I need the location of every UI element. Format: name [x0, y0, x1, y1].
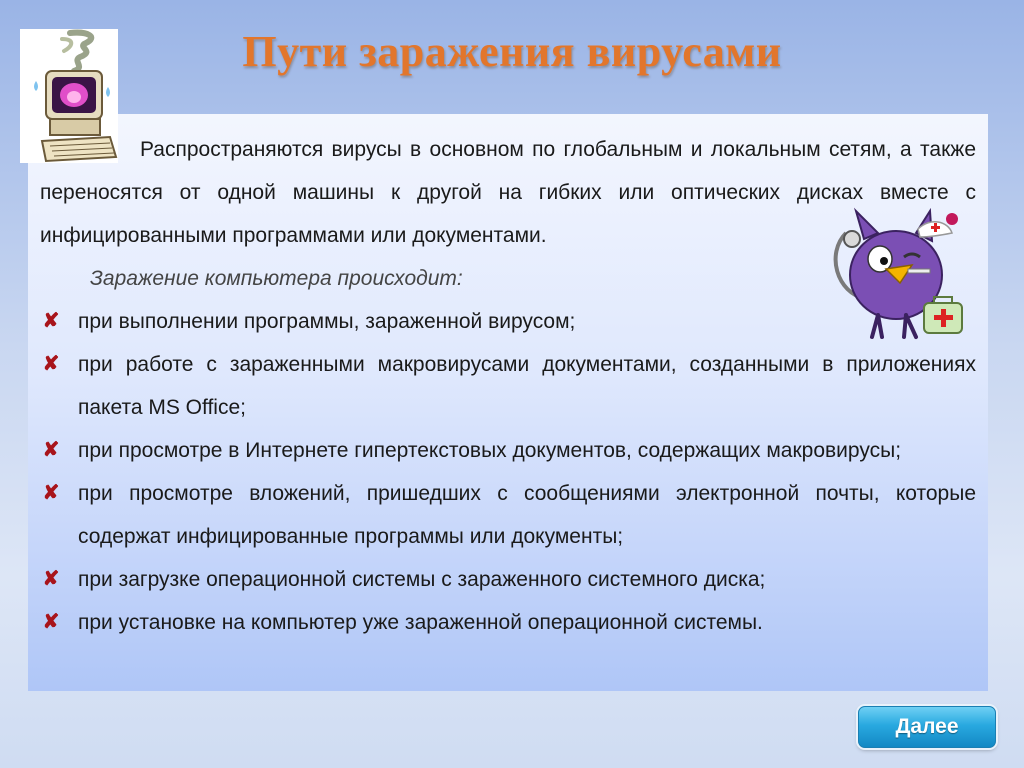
- red-x-bullet-icon: ✘: [42, 568, 60, 590]
- list-heading: Заражение компьютера происходит:: [90, 267, 463, 290]
- page-title: Пути заражения вирусами: [242, 27, 782, 76]
- red-x-bullet-icon: ✘: [42, 482, 60, 504]
- red-x-bullet-icon: ✘: [42, 310, 60, 332]
- infected-computer-illustration: [20, 29, 118, 163]
- content-panel: [28, 114, 988, 691]
- list-item: [40, 472, 976, 558]
- sick-mascot-illustration: [826, 203, 968, 345]
- intro-paragraph: Распространяются вирусы в основном по глобальным и локальным сетям, а также переносятся от одной машины к другой на гибких или оптических дисках вместе с инфицированными программами или документами.: [40, 138, 976, 247]
- list-item: [40, 343, 976, 429]
- list-item: [40, 429, 976, 472]
- list-item-text: при работе с зараженными макровирусами документами, созданными в приложениях пакета MS Office;: [78, 353, 976, 419]
- next-button[interactable]: Далее: [858, 706, 996, 748]
- list-item-text: при выполнении программы, зараженной вирусом;: [78, 310, 576, 333]
- list-item-text: при загрузке операционной системы с зараженного системного диска;: [78, 568, 766, 591]
- list-item-text: при просмотре вложений, пришедших с сообщениями электронной почты, которые содержат инфицированные программы или документы;: [78, 482, 976, 548]
- list-item: [40, 558, 976, 601]
- list-item-text: при установке на компьютер уже зараженной операционной системы.: [78, 611, 763, 634]
- list-item: [40, 601, 976, 644]
- infection-ways-list: [40, 300, 976, 644]
- red-x-bullet-icon: ✘: [42, 611, 60, 633]
- red-x-bullet-icon: ✘: [42, 353, 60, 375]
- list-item-text: при просмотре в Интернете гипертекстовых документов, содержащих макровирусы;: [78, 439, 902, 462]
- red-x-bullet-icon: ✘: [42, 439, 60, 461]
